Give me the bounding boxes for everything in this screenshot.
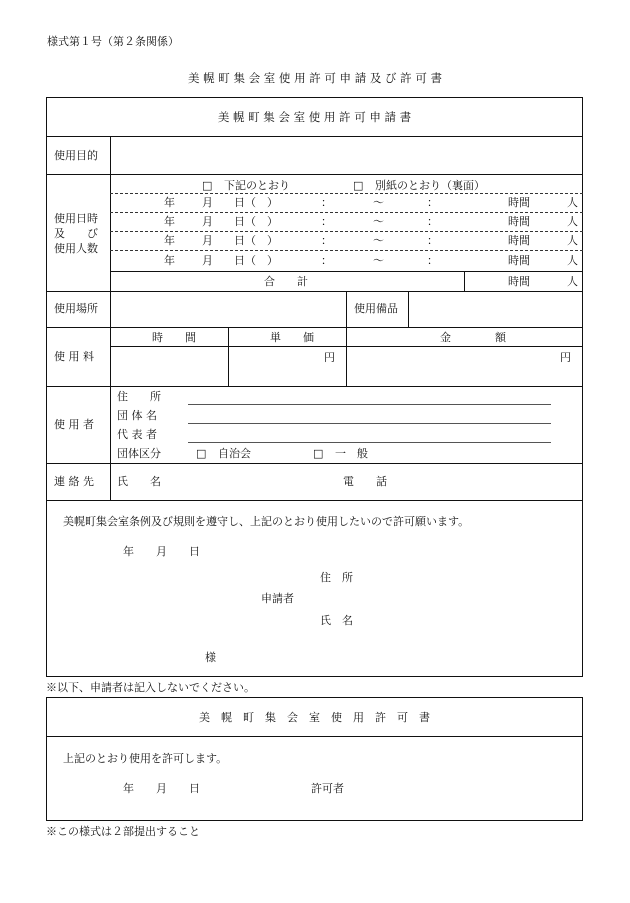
representative-label: 代 表 者 <box>117 428 157 441</box>
total-divider <box>464 271 465 291</box>
total-people-unit: 人 <box>567 275 578 288</box>
hours-unit: 時間 <box>508 215 530 228</box>
document-title: 美 幌 町 集 会 室 使 用 許 可 申 請 及 び 許 可 書 <box>188 71 442 85</box>
group-name-label: 団 体 名 <box>117 409 157 422</box>
hours-unit: 時間 <box>508 196 530 209</box>
application-date: 年 月 日 <box>123 545 200 558</box>
line-under-purpose <box>46 174 583 175</box>
day-unit: 日（ ） <box>234 254 278 267</box>
address-label: 住 所 <box>117 390 161 403</box>
datetime-row[interactable] <box>111 232 582 250</box>
applicant-name-label: 氏 名 <box>320 614 353 627</box>
fee-label: 使 用 料 <box>54 350 94 363</box>
start-colon: ： <box>321 215 332 228</box>
equipment-field[interactable] <box>409 292 582 327</box>
checkbox-general[interactable]: □ <box>313 447 324 460</box>
range-tilde: ～ <box>373 196 384 209</box>
equipment-label: 使用備品 <box>354 302 398 315</box>
people-unit: 人 <box>567 215 578 228</box>
month-unit: 月 <box>202 234 213 247</box>
hours-unit: 時間 <box>508 234 530 247</box>
datetime-label-line1: 使用日時 <box>54 212 98 225</box>
footer-note: ※この様式は２部提出すること <box>46 825 200 838</box>
line-above-total <box>110 271 583 272</box>
applicant-address-label: 住 所 <box>320 571 353 584</box>
declaration-text: 美幌町集会室条例及び規則を遵守し、上記のとおり使用したいので許可願います。 <box>63 515 470 528</box>
purpose-label: 使用目的 <box>54 149 98 162</box>
permitter-label: 許可者 <box>311 782 344 795</box>
fee-col-price: 単 価 <box>270 331 314 344</box>
application-form-frame <box>46 97 583 677</box>
group-name-field[interactable] <box>188 408 551 423</box>
day-unit: 日（ ） <box>234 234 278 247</box>
checkbox-below[interactable]: □ <box>202 179 213 192</box>
end-colon: ： <box>427 215 438 228</box>
total-hours-unit: 時間 <box>508 275 530 288</box>
applicant-label: 申請者 <box>261 592 294 605</box>
end-colon: ： <box>427 254 438 267</box>
form-number: 様式第１号（第２条関係） <box>47 35 179 48</box>
representative-underline <box>188 442 551 443</box>
people-unit: 人 <box>567 234 578 247</box>
fee-col-amount: 金 額 <box>440 331 506 344</box>
start-colon: ： <box>321 254 332 267</box>
option-below-label: 下記のとおり <box>224 179 290 192</box>
address-field[interactable] <box>188 389 551 404</box>
line-under-contact <box>46 500 583 501</box>
phone-label: 電 話 <box>343 475 387 488</box>
user-label: 使 用 者 <box>54 418 94 431</box>
place-divider-left <box>346 291 347 327</box>
phone-field[interactable] <box>395 466 575 496</box>
month-unit: 月 <box>202 254 213 267</box>
permit-title: 美 幌 町 集 会 室 使 用 許 可 書 <box>199 711 430 724</box>
range-tilde: ～ <box>373 234 384 247</box>
datetime-label-line2: 及 び <box>54 227 98 240</box>
month-unit: 月 <box>202 196 213 209</box>
group-type-label: 団体区分 <box>117 447 161 460</box>
place-label: 使用場所 <box>54 302 98 315</box>
day-unit: 日（ ） <box>234 215 278 228</box>
line-under-user <box>46 463 583 464</box>
checkbox-local-association[interactable]: □ <box>196 447 207 460</box>
amount-yen: 円 <box>560 351 571 364</box>
fee-col-time: 時 間 <box>152 331 196 344</box>
purpose-field[interactable] <box>111 137 582 174</box>
permit-text: 上記のとおり使用を許可します。 <box>63 752 228 765</box>
representative-field[interactable] <box>188 427 551 442</box>
address-underline <box>188 404 551 405</box>
end-colon: ： <box>427 196 438 209</box>
permit-date: 年 月 日 <box>123 782 200 795</box>
people-unit: 人 <box>567 196 578 209</box>
start-colon: ： <box>321 234 332 247</box>
year-unit: 年 <box>164 196 175 209</box>
contact-label: 連 絡 先 <box>54 475 94 488</box>
checkbox-separate[interactable]: □ <box>353 179 364 192</box>
year-unit: 年 <box>164 215 175 228</box>
fee-amount-field[interactable] <box>347 347 582 386</box>
permit-title-line <box>46 736 583 737</box>
line-under-place <box>46 327 583 328</box>
range-tilde: ～ <box>373 254 384 267</box>
place-field[interactable] <box>111 292 346 327</box>
group-name-underline <box>188 423 551 424</box>
total-label: 合 計 <box>264 275 308 288</box>
datetime-row[interactable] <box>111 213 582 231</box>
range-tilde: ～ <box>373 215 384 228</box>
hours-unit: 時間 <box>508 254 530 267</box>
option-separate-label: 別紙のとおり（裏面） <box>375 179 485 192</box>
datetime-row[interactable] <box>111 251 582 270</box>
end-colon: ： <box>427 234 438 247</box>
contact-name-label: 氏 名 <box>117 475 161 488</box>
group-type-local-label: 自治会 <box>218 447 251 460</box>
day-unit: 日（ ） <box>234 196 278 209</box>
price-yen: 円 <box>324 351 335 364</box>
datetime-row[interactable] <box>111 194 582 212</box>
addressee-suffix: 様 <box>205 651 216 664</box>
datetime-label-line3: 使用人数 <box>54 242 98 255</box>
contact-name-field[interactable] <box>165 466 335 496</box>
office-use-notice: ※以下、申請者は記入しないでください。 <box>46 681 255 694</box>
group-type-general-label: 一 般 <box>335 447 368 460</box>
start-colon: ： <box>321 196 332 209</box>
year-unit: 年 <box>164 234 175 247</box>
year-unit: 年 <box>164 254 175 267</box>
fee-time-field[interactable] <box>111 347 228 386</box>
people-unit: 人 <box>567 254 578 267</box>
line-under-fee <box>46 386 583 387</box>
month-unit: 月 <box>202 215 213 228</box>
application-title: 美 幌 町 集 会 室 使 用 許 可 申 請 書 <box>217 110 412 124</box>
